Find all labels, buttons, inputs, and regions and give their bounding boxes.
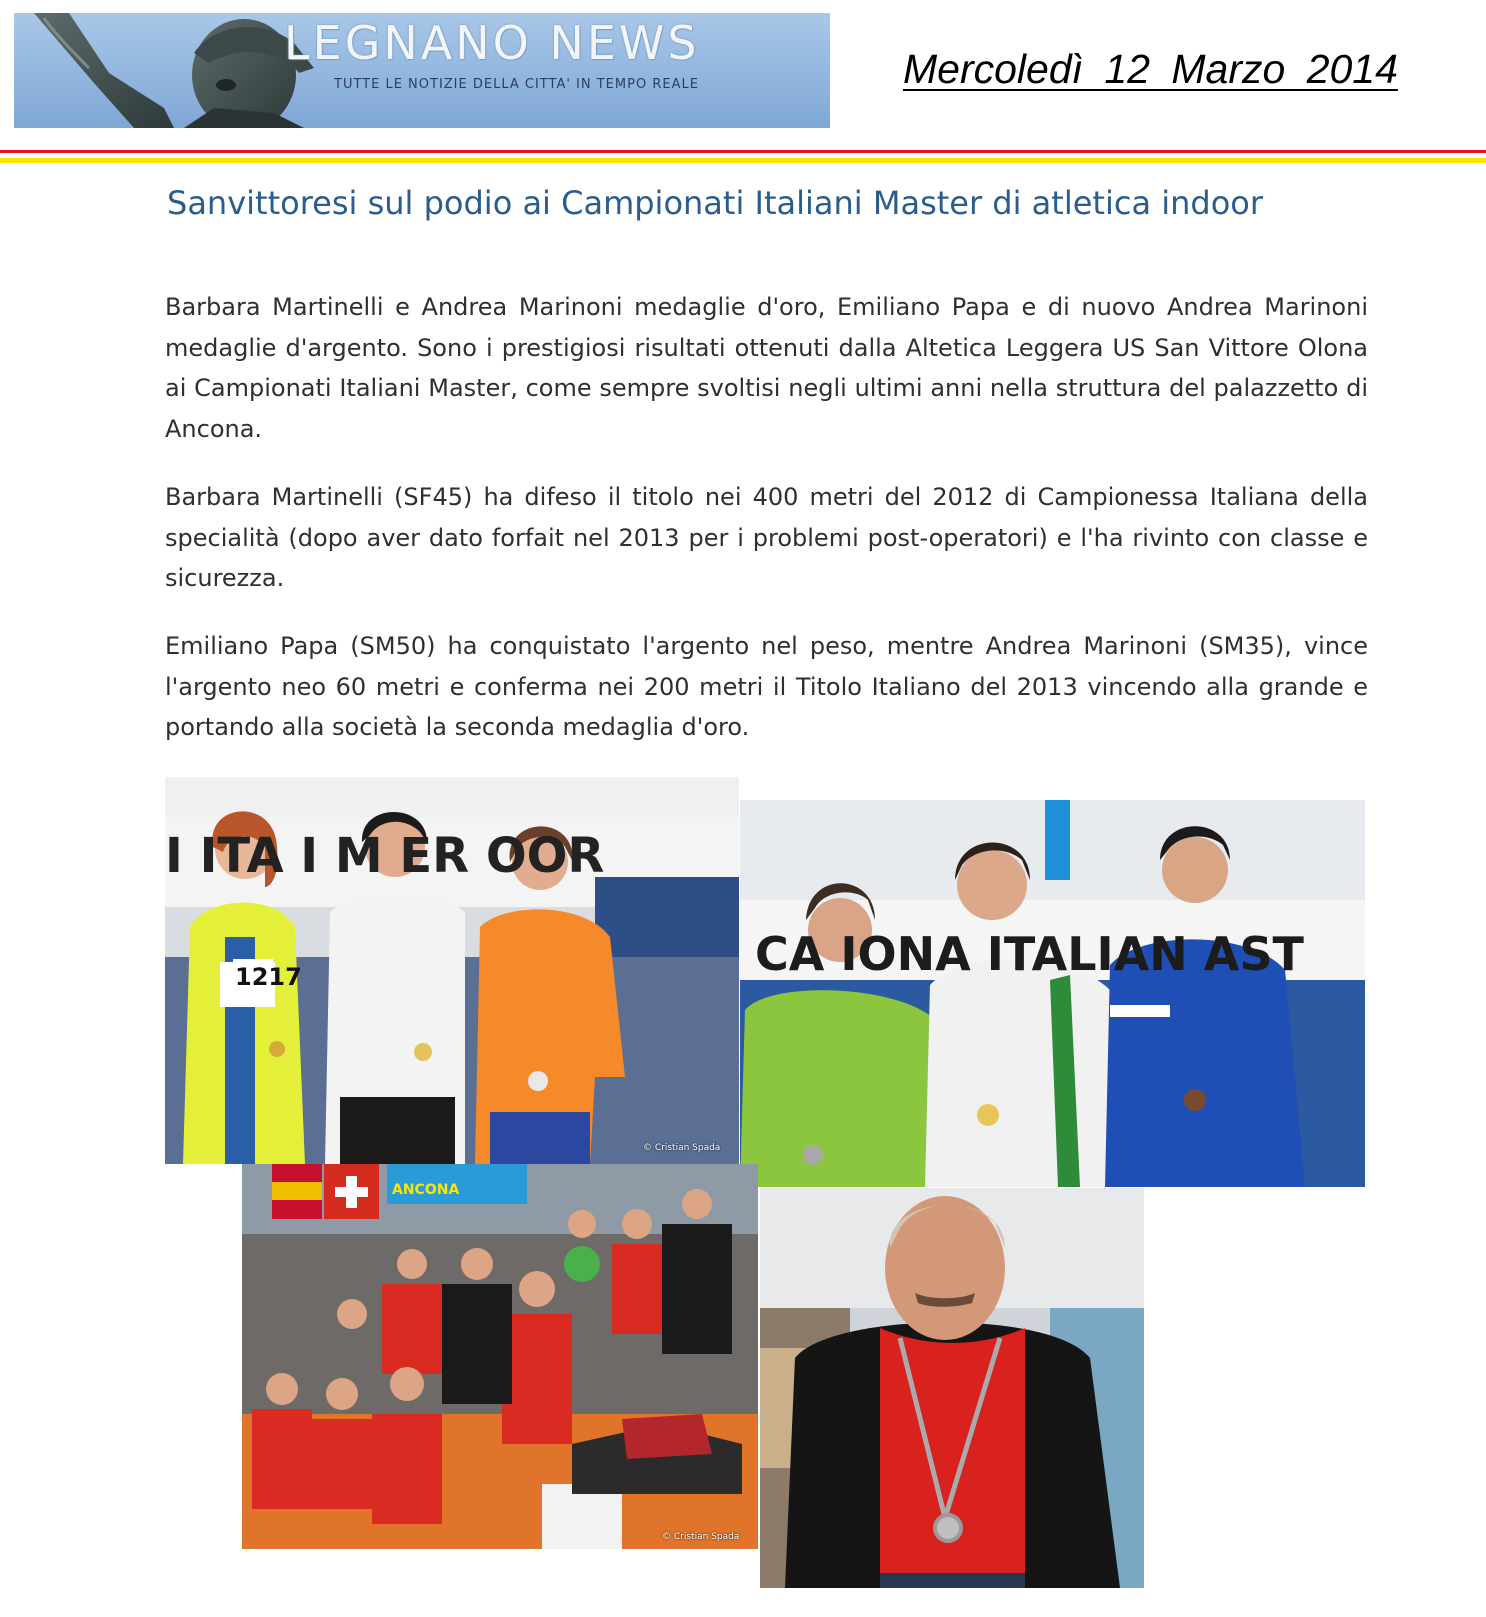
photo-credit: © Cristian Spada — [643, 1143, 721, 1153]
article-paragraph: Emiliano Papa (SM50) ha conquistato l'argento nel peso, mentre Andrea Marinoni (SM35), vince l'argento neo 60 metri e conferma nei 200 metri il Titolo Italiano del 2013 vincendo alla grande e portando alla società la seconda medaglia d'oro. — [165, 632, 1368, 741]
masthead-tagline: TUTTE LE NOTIZIE DELLA CITTA' IN TEMPO REALE — [334, 77, 699, 92]
photo-credit: © Cristian Spada — [662, 1532, 740, 1542]
article-paragraph: Barbara Martinelli (SF45) ha difeso il titolo nei 400 metri del 2012 di Campionessa Italiana della specialità (dopo aver dato forfait nel 2013 per i problemi post-operatori) e l'ha rivinto con classe e sicurezza. — [165, 483, 1368, 592]
divider-red — [0, 150, 1486, 153]
issue-date: Mercoledì 12 Marzo 2014 — [903, 46, 1398, 92]
photo-sign-text: ANCONA — [392, 1182, 460, 1198]
photo-banner-text: I ITA I M ER OOR — [165, 828, 605, 884]
photo-team-stands — [242, 1164, 758, 1549]
photo-portrait — [760, 1188, 1144, 1588]
masthead-banner[interactable] — [14, 13, 830, 128]
article-paragraph: Barbara Martinelli e Andrea Marinoni medaglie d'oro, Emiliano Papa e di nuovo Andrea Marinoni medaglie d'argento. Sono i prestigiosi risultati ottenuti dalla Altetica Leggera US San Vittore Olona ai Campionati Italiani Master, come sempre svoltisi negli ultimi anni nella struttura del palazzetto di Ancona. — [165, 293, 1368, 443]
masthead-title: LEGNANO NEWS — [284, 16, 700, 70]
photo-men-podium — [740, 800, 1365, 1187]
photo-banner-text: CA IONA ITALIAN AST — [755, 927, 1304, 981]
photo-bib-number: 1217 — [235, 963, 302, 991]
article-headline[interactable]: Sanvittoresi sul podio ai Campionati Italiani Master di atletica indoor — [167, 184, 1264, 222]
photo-women-podium — [165, 777, 739, 1164]
divider-yellow — [0, 158, 1486, 163]
